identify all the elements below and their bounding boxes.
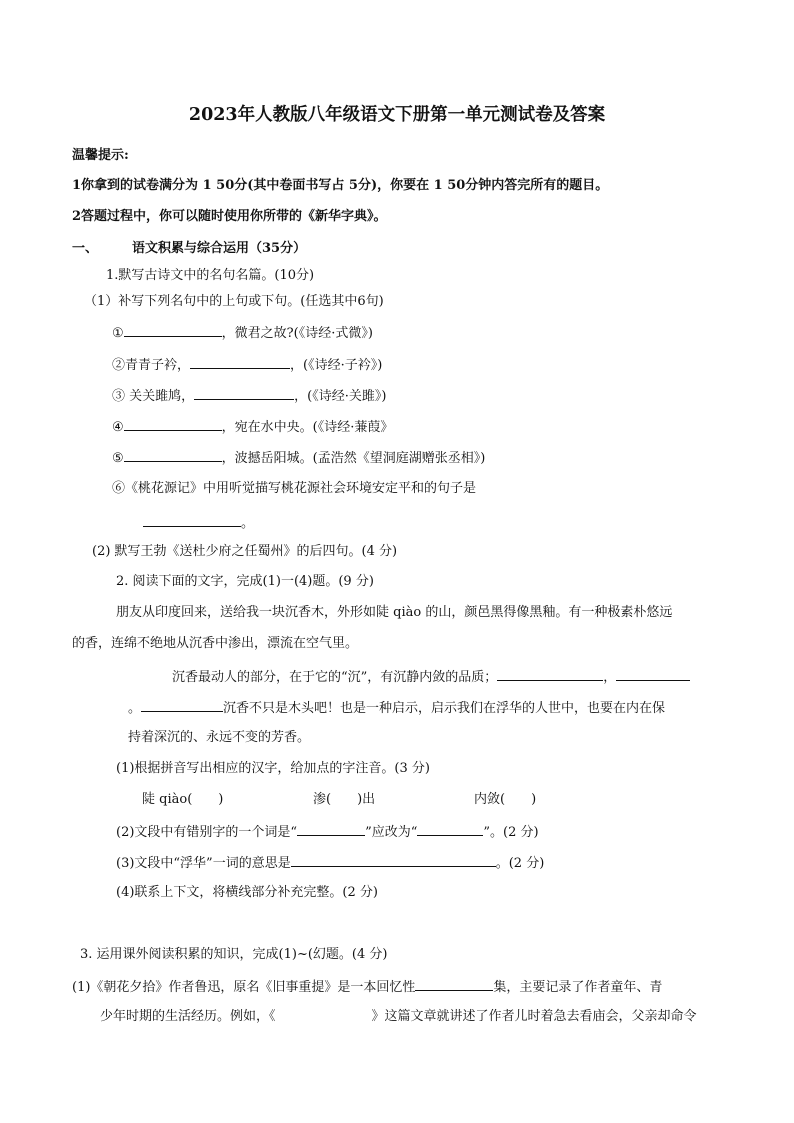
answer-blank[interactable] bbox=[415, 977, 493, 991]
q1-item-3-text: ，(《诗经·关雎》) bbox=[294, 389, 387, 404]
answer-blank[interactable] bbox=[141, 698, 223, 712]
answer-blank[interactable] bbox=[143, 513, 241, 527]
answer-blank[interactable] bbox=[190, 355, 290, 369]
answer-blank[interactable] bbox=[194, 386, 294, 400]
q1-stem: 1.默写古诗文中的名句名篇。(10分) bbox=[106, 268, 315, 283]
q1-item-1 bbox=[112, 323, 373, 343]
answer-blank[interactable] bbox=[297, 822, 365, 836]
q3-line-1-text: (1)《朝花夕拾》作者鲁迅，原名《旧事重提》是一本回忆性 bbox=[72, 980, 416, 995]
q1-item-2-prefix: ②青青子衿， bbox=[112, 358, 191, 373]
q2-paragraph-2a bbox=[172, 667, 690, 687]
q1-item-5 bbox=[112, 448, 485, 468]
section-1-title: 语文积累与综合运用（35分） bbox=[132, 241, 307, 256]
q1-item-2-text: ，(《诗经·子衿》) bbox=[290, 358, 383, 373]
q1-item-5-text: ，波撼岳阳城。(孟浩然《望洞庭湖赠张丞相》) bbox=[221, 451, 486, 466]
answer-blank[interactable] bbox=[124, 417, 222, 431]
q2-pinyin-item-3: 内敛( ) bbox=[474, 792, 537, 807]
answer-blank[interactable] bbox=[417, 822, 483, 836]
q2-paragraph-2a-text: 沉香最动人的部分，在于它的“沉”，有沉静内敛的品质； bbox=[172, 670, 498, 685]
q1-item-1-text: ，微君之故?(《诗经·式微》) bbox=[221, 326, 373, 341]
q1-item-3-prefix: ③ 关关雎鸠， bbox=[112, 389, 195, 404]
q2-paragraph-2b bbox=[128, 698, 665, 718]
q2-sub-2-text: (2)文段中有错别字的一个词是“ bbox=[116, 825, 298, 840]
section-1-number: 一、 bbox=[72, 241, 99, 256]
q1-item-3 bbox=[112, 386, 386, 406]
q3-line-1-end: 集，主要记录了作者童年、青 bbox=[493, 980, 663, 995]
q2-period: 。 bbox=[128, 701, 142, 716]
q2-paragraph-2c: 持着深沉的、永远不变的芳香。 bbox=[128, 730, 311, 745]
q2-sub-2 bbox=[116, 822, 539, 842]
q1-item-2 bbox=[112, 355, 382, 375]
q2-paragraph-2b-text: 沉香不只是木头吧！也是一种启示，启示我们在浮华的人世中，也要在内在保 bbox=[223, 701, 666, 716]
q2-sub-3-end: 。(2 分) bbox=[495, 856, 545, 871]
q2-paragraph-1b: 的香，连绵不绝地从沉香中渗出，漂流在空气里。 bbox=[72, 636, 359, 651]
q1-item-4-text: ，宛在水中央。(《诗经·蒹葭》 bbox=[221, 420, 394, 435]
q1-item-6-end: 。 bbox=[241, 516, 255, 531]
q2-sub-3 bbox=[116, 853, 544, 873]
q2-sub-1: (1)根据拼音写出相应的汉字，给加点的字注音。(3 分) bbox=[116, 761, 430, 776]
q3-stem: 3. 运用课外阅读积累的知识，完成(1)~(幻题。(4 分) bbox=[80, 947, 388, 962]
q3-line-2-end: 》这篇文章就讲述了作者儿时着急去看庙会，父亲却命令 bbox=[371, 1009, 697, 1024]
q1-item-6-answer bbox=[143, 513, 254, 533]
q1-item-5-prefix: ⑤ bbox=[112, 451, 124, 466]
tip-1: 1你拿到的试卷满分为 1 50分(其中卷面书写占 5分)，你要在 1 50分钟内答完所有的题目。 bbox=[72, 178, 609, 193]
q1-item-1-prefix: ① bbox=[112, 326, 124, 341]
answer-blank[interactable] bbox=[124, 448, 222, 462]
q3-line-1 bbox=[72, 977, 662, 997]
q1-item-4-prefix: ④ bbox=[112, 420, 124, 435]
answer-blank[interactable] bbox=[497, 667, 603, 681]
q2-pinyin-item-2: 渗( )出 bbox=[313, 792, 376, 807]
q1-item-4 bbox=[112, 417, 393, 437]
q1-item-6: ⑥《桃花源记》中用听觉描写桃花源社会环境安定平和的句子是 bbox=[112, 481, 477, 496]
q3-line-2 bbox=[100, 1008, 697, 1026]
tips-heading: 温馨提示: bbox=[72, 148, 129, 163]
q2-sub-2-end: ”。(2 分) bbox=[483, 825, 539, 840]
q2-paragraph-1a: 朋友从印度回来，送给我一块沉香木，外形如陡 qiào 的山，颜邑黑得像黑釉。有一种极素朴悠远 bbox=[116, 605, 673, 620]
answer-blank[interactable] bbox=[124, 323, 222, 337]
answer-blank[interactable] bbox=[616, 667, 690, 681]
answer-blank[interactable] bbox=[291, 853, 496, 867]
q2-sub-3-text: (3)文段中“浮华”一词的意思是 bbox=[116, 856, 291, 871]
q3-line-2-text: 少年时期的生活经历。例如，《 bbox=[100, 1009, 276, 1024]
q2-sub-4: (4)联系上下文，将横线部分补充完整。(2 分) bbox=[116, 885, 378, 900]
q2-stem: 2. 阅读下面的文字，完成(1)一(4)题。(9 分) bbox=[116, 574, 374, 589]
q2-sub-2-mid: ”应改为“ bbox=[365, 825, 418, 840]
section-1-heading bbox=[72, 240, 306, 258]
q2-pinyin-item-1: 陡 qiào( ) bbox=[142, 792, 224, 807]
tip-2: 2答题过程中，你可以随时使用你所带的《新华字典》。 bbox=[72, 209, 387, 224]
q1-part2: (2) 默写王勃《送杜少府之任蜀州》的后四句。(4 分) bbox=[92, 544, 398, 559]
q2-comma: ， bbox=[603, 670, 617, 685]
q1-part1: （1）补写下列名句中的上句或下句。(任选其中6句) bbox=[84, 294, 384, 309]
page-title: 2023年人教版八年级语文下册第一单元测试卷及答案 bbox=[188, 105, 606, 125]
